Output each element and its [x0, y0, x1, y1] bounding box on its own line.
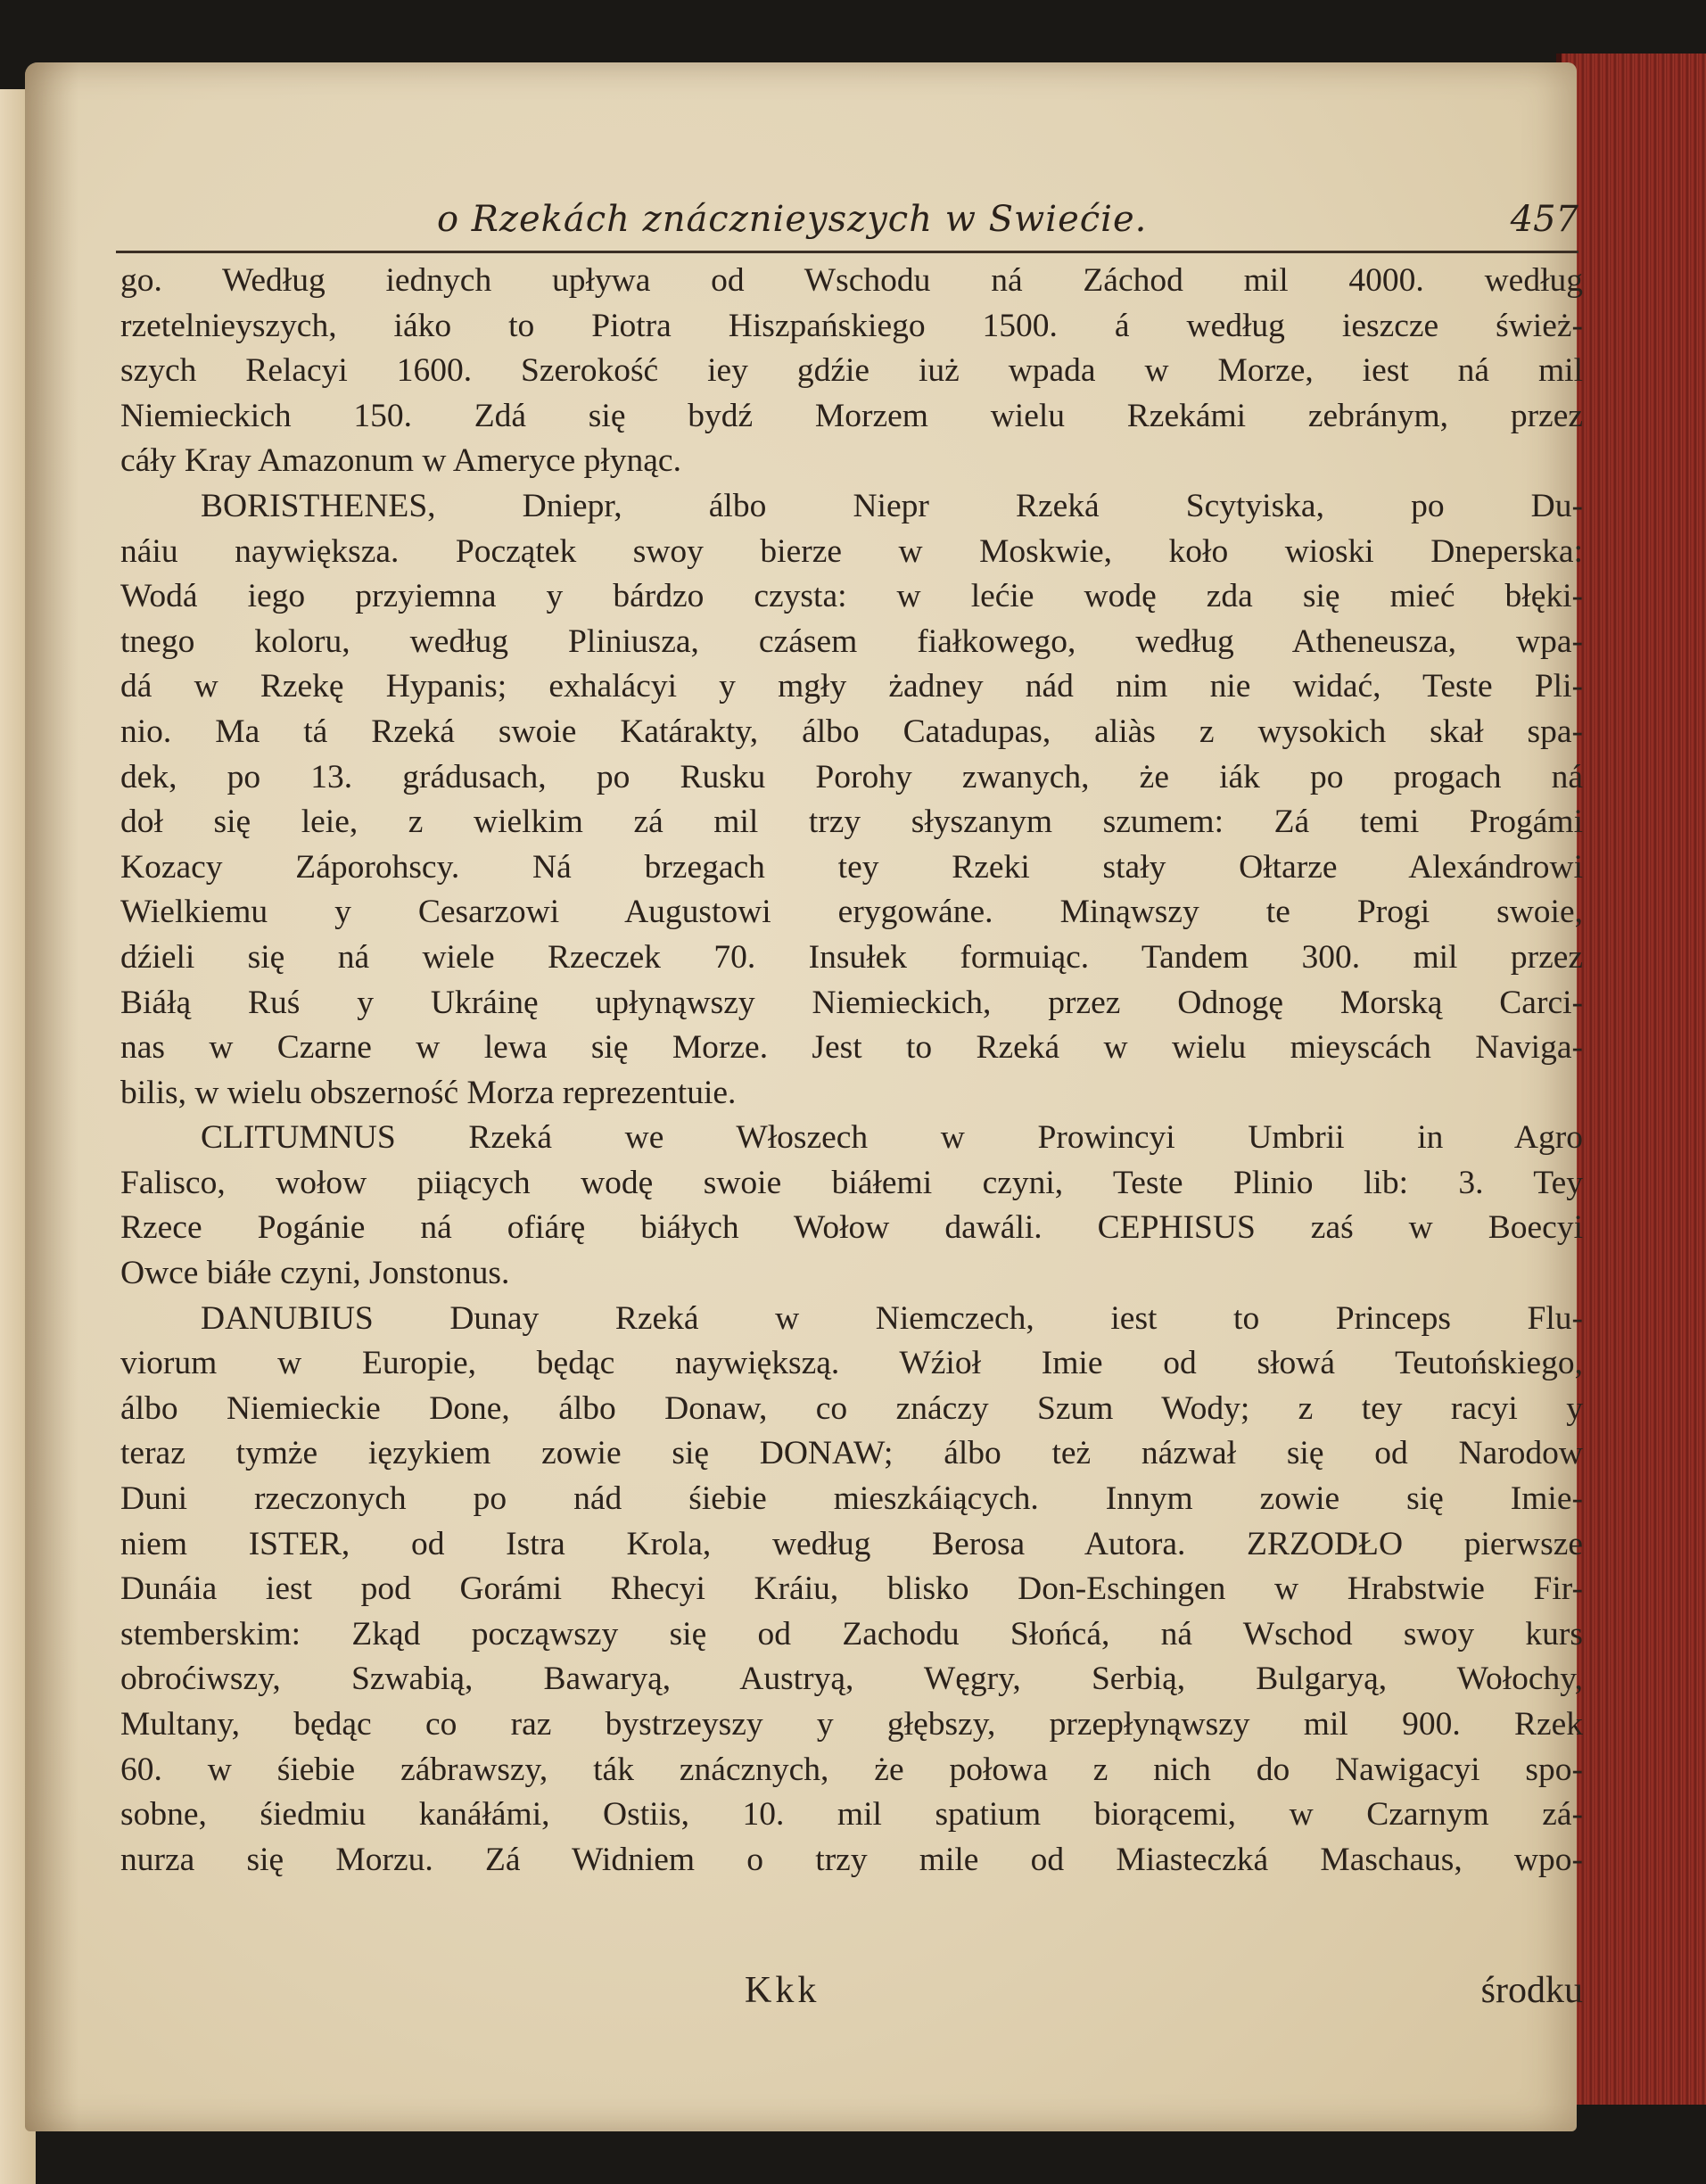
signature-mark: Kkk — [745, 1970, 820, 2011]
text-line: Duni rzeczonych po nád śiebie mieszkáiących. Innym zowie się Imie- — [120, 1480, 1583, 1518]
page-footer — [120, 1969, 1583, 2023]
text-line: niem ISTER, od Istra Krola, według Berosa Autora. ZRZODŁO pierwsze — [120, 1525, 1583, 1562]
text-line: bilis, w wielu obszerność Morza reprezentuie. — [120, 1074, 737, 1111]
text-line: szych Relacyi 1600. Szerokość iey gdźie iuż wpada w Morze, iest ná mil — [120, 352, 1583, 390]
text-line: sobne, śiedmiu kanáłámi, Ostiis, 10. mil spatium biorącemi, w Czarnym zá- — [120, 1796, 1583, 1834]
text-line: Wodá iego przyiemna y bárdzo czysta: w lećie wodę zda się mieć błęki- — [120, 578, 1583, 615]
text-line: Kozacy Záporohscy. Ná brzegach tey Rzeki stały Ołtarze Alexándrowi — [120, 848, 1583, 886]
text-line: tnego koloru, według Pliniusza, czásem fiałkowego, według Atheneusza, wpa- — [120, 622, 1583, 660]
text-line: Owce biáłe czyni, Jonstonus. — [120, 1255, 510, 1292]
text-line: dźieli się ná wiele Rzeczek 70. Insułek formuiąc. Tandem 300. mil przez — [120, 938, 1583, 976]
text-line: viorum w Europie, będąc naywiększą. Wźioł Imie od słowá Teutońskiego, — [120, 1345, 1583, 1382]
text-line: go. Według iednych upływa od Wschodu ná Záchod mil 4000. według — [120, 262, 1583, 299]
text-line: cáły Kray Amazonum w Ameryce płynąc. — [120, 442, 681, 480]
catchword: środku — [1480, 1970, 1583, 2011]
text-line: Niemieckich 150. Zdá się bydź Morzem wielu Rzekámi zebránym, przez — [120, 397, 1583, 434]
text-line: stemberskim: Zkąd począwszy się od Zachodu Słońcá, ná Wschod swoy kurs — [120, 1615, 1583, 1652]
text-line: nio. Ma tá Rzeká swoie Katárakty, álbo Catadupas, aliàs z wysokich skał spa- — [120, 713, 1583, 750]
paragraph-start: CLITUMNUS Rzeká we Włoszech w Prowincyi Umbrii in Agro — [201, 1119, 1583, 1157]
text-line: nas w Czarne w lewa się Morze. Jest to Rzeká w wielu mieyscách Naviga- — [120, 1029, 1583, 1067]
page-number: 457 — [1510, 199, 1578, 240]
gutter-shadow — [25, 62, 78, 2131]
text-line: dá w Rzekę Hypanis; exhalácyi y mgły żadney nád nim nie widać, Teste Pli- — [120, 668, 1583, 705]
body-text — [120, 259, 1583, 1883]
text-line: rzetelnieyszych, iáko to Piotra Hiszpańskiego 1500. á według ieszcze śwież- — [120, 307, 1583, 344]
text-line: Biáłą Ruś y Ukráinę upłynąwszy Niemieckich, przez Odnogę Morską Carci- — [120, 984, 1583, 1021]
text-line: náiu naywiększa. Początek swoy bierze w Moskwie, koło wioski Dneperska: — [120, 532, 1583, 570]
text-line: Falisco, wołow piiących wodę swoie biáłemi czyni, Teste Plinio lib: 3. Tey — [120, 1164, 1583, 1201]
text-line: Wielkiemu y Cesarzowi Augustowi erygowáne. Minąwszy te Progi swoie, — [120, 894, 1583, 931]
header-rule — [116, 251, 1578, 253]
paragraph-start: DANUBIUS Dunay Rzeká w Niemczech, iest to Princeps Flu- — [201, 1299, 1583, 1337]
text-line: doł się leie, z wielkim zá mil trzy słyszanym szumem: Zá temi Progámi — [120, 804, 1583, 841]
text-line: nurza się Morzu. Zá Widniem o trzy mile od Miasteczká Maschaus, wpo- — [120, 1841, 1583, 1878]
text-line: Multany, będąc co raz bystrzeyszy y głębszy, przepłynąwszy mil 900. Rzek — [120, 1706, 1583, 1743]
text-line: obroćiwszy, Szwabią, Bawaryą, Austryą, Węgry, Serbią, Bulgaryą, Wołochy, — [120, 1661, 1583, 1698]
running-head — [116, 192, 1578, 254]
text-line: dek, po 13. grádusach, po Rusku Porohy zwanych, że iák po progach ná — [120, 758, 1583, 795]
paragraph-start: BORISTHENES, Dniepr, álbo Niepr Rzeká Scytyiska, po Du- — [201, 487, 1583, 524]
text-line: Rzece Pogánie ná ofiárę biáłych Wołow dawáli. CEPHISUS zaś w Boecyi — [120, 1209, 1583, 1247]
text-line: 60. w śiebie zábrawszy, ták znácznych, że połowa z nich do Nawigacyi spo- — [120, 1751, 1583, 1788]
text-line: teraz tymże ięzykiem zowie się DONAW; álbo też názwał się od Narodow — [120, 1435, 1583, 1472]
text-line: álbo Niemieckie Done, álbo Donaw, co znáczy Szum Wody; z tey racyi y — [120, 1389, 1583, 1427]
running-title: o Rzekách znácznieyszych w Swiećie. — [437, 199, 1148, 240]
text-line: Dunáia iest pod Gorámi Rhecyi Kráiu, blisko Don-Eschingen w Hrabstwie Fir- — [120, 1570, 1583, 1608]
